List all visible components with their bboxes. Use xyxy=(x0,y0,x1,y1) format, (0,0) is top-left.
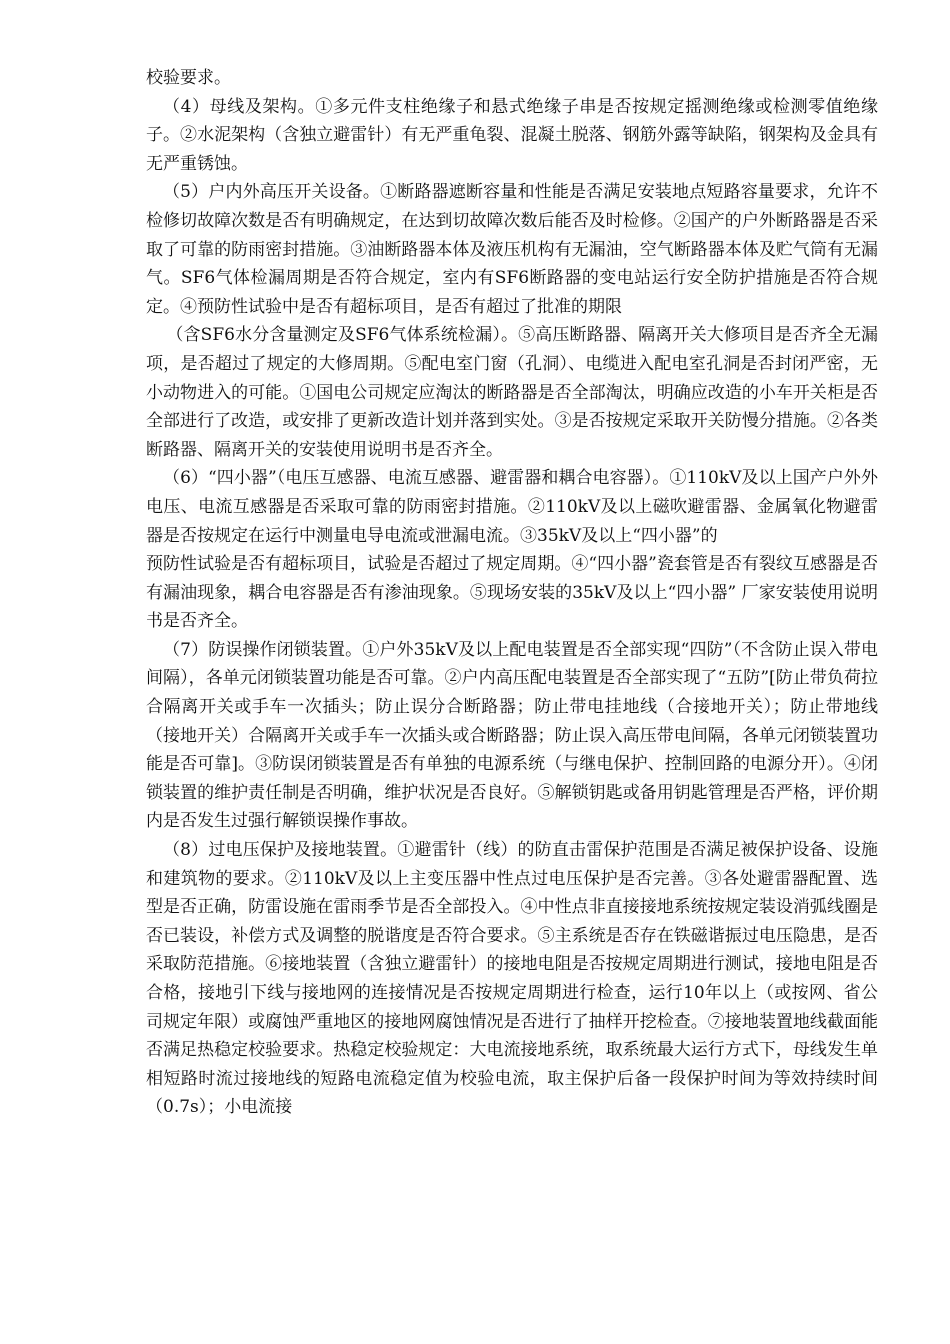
paragraph-switchgear: （5）户内外高压开关设备。①断路器遮断容量和性能是否满足安装地点短路容量要求，允许不检修切故障次数是否有明确规定，在达到切故障次数后能否及时检修。②国产的户外断路器是否采取了可靠的防雨密封措施。③油断路器本体及液压机构有无漏油，空气断路器本体及贮气筒有无漏气。SF6气体检漏周期是否符合规定，室内有SF6断路器的变电站运行安全防护措施是否符合规定。④预防性试验中是否有超标项目，是否有超过了批准的期限 xyxy=(146,182,878,317)
paragraph-overvoltage-grounding: （8）过电压保护及接地装置。①避雷针（线）的防直击雷保护范围是否满足被保护设备、设施和建筑物的要求。②110kV及以上主变压器中性点过电压保护是否完善。③各处避雷器配置、选型是否正确，防雷设施在雷雨季节是否全部投入。④中性点非直接接地系统按规定装设消弧线圈是否已装设，补偿方式及调整的脱谐度是否符合要求。⑤主系统是否存在铁磁谐振过电压隐患，是否采取防范措施。⑥接地装置（含独立避雷针）的接地电阻是否按规定周期进行测试，接地电阻是否合格，接地引下线与接地网的连接情况是否按规定周期进行检查，运行10年以上（或按网、省公司规定年限）或腐蚀严重地区的接地网腐蚀情况是否进行了抽样开挖检查。⑦接地装置地线截面能否满足热稳定校验要求。热稳定校验规定：大电流接地系统，取系统最大运行方式下，母线发生单相短路时流过接地线的短路电流稳定值为校验电流，取主保护后备一段保护时间为等效持续时间（0.7s）；小电流接 xyxy=(146,840,878,1118)
paragraph-switchgear-continued: （含SF6水分含量测定及SF6气体系统检漏）。⑤高压断路器、隔离开关大修项目是否齐全无漏项，是否超过了规定的大修周期。⑤配电室门窗（孔洞）、电缆进入配电室孔洞是否封闭严密，无小动物进入的可能。①国电公司规定应淘汰的断路器是否全部淘汰，明确应改造的小车开关柜是否全部进行了改造，或安排了更新改造计划并落到实处。③是否按规定采取开关防慢分措施。②各类断路器、隔离开关的安装使用说明书是否齐全。 xyxy=(146,325,878,460)
document-body xyxy=(146,64,878,1122)
paragraph-busbar-structure: （4）母线及架构。①多元件支柱绝缘子和悬式绝缘子串是否按规定摇测绝缘或检测零值绝缘子。②水泥架构（含独立避雷针）有无严重龟裂、混凝土脱落、钢筋外露等缺陷，钢架构及金具有无严重锈蚀。 xyxy=(146,96,878,174)
paragraph-interlock-device: （7）防误操作闭锁装置。①户外35kV及以上配电装置是否全部实现“四防”（不含防止误入带电间隔），各单元闭锁装置功能是否可靠。②户内高压配电装置是否全部实现了“五防”[防止带负荷拉合隔离开关或手车一次插头；防止误分合断路器；防止带电挂地线（合接地开关）；防止带地线（接地开关）合隔离开关或手车一次插头或合断路器；防止误入高压带电间隔，各单元闭锁装置功能是否可靠]。③防误闭锁装置是否有单独的电源系统（与继电保护、控制回路的电源分开）。④闭锁装置的维护责任制是否明确，维护状况是否良好。⑤解锁钥匙或备用钥匙管理是否严格，评价期内是否发生过强行解锁误操作事故。 xyxy=(146,639,878,832)
paragraph-four-small-devices: （6）“四小器”（电压互感器、电流互感器、避雷器和耦合电容器）。①110kV及以上国产户外外电压、电流互感器是否采取可靠的防雨密封措施。②110kV及以上磁吹避雷器、金属氧化物避雷器是否按规定在运行中测量电导电流或泄漏电流。③35kV及以上“四小器”的 xyxy=(146,468,878,546)
paragraph-continuation: 校验要求。 xyxy=(146,68,231,88)
paragraph-four-small-devices-continued: 预防性试验是否有超标项目，试验是否超过了规定周期。④“四小器”瓷套管是否有裂纹互感器是否有漏油现象，耦合电容器是否有渗油现象。⑤现场安装的35kV及以上“四小器” 厂家安装使用说明书是否齐全。 xyxy=(146,554,878,632)
